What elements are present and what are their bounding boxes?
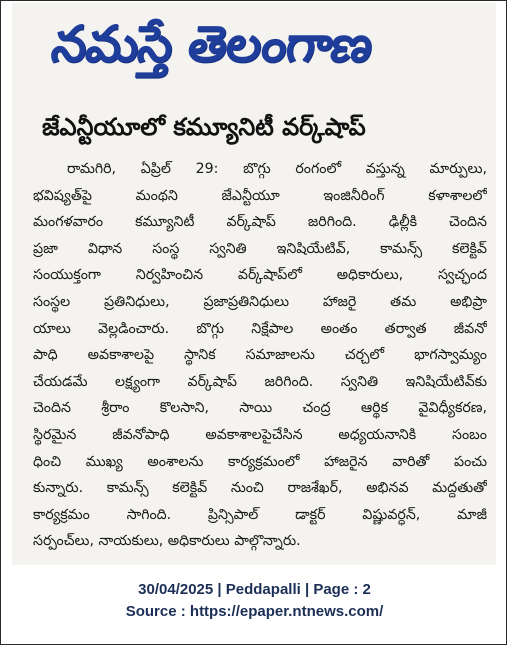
article-line: చేయడమే లక్ష్యంగా వర్క్‌షాప్ జరిగింది. స్వనితి ఇనిషియేటివ్‌కు: [33, 373, 487, 390]
article-line: సంస్థల ప్రతినిధులు, ప్రజాప్రతినిధులు హాజరై తమ అభిప్రా: [33, 293, 487, 310]
article-line: కున్నారు. కామన్స్ కలెక్టివ్ నుంచి రాజశేఖర్, అభినవ మద్దతుతో: [33, 480, 487, 497]
article-line: ధించి ముఖ్య అంశాలను కార్యక్రమంలో హాజరైన వారితో పంచు: [33, 453, 487, 470]
article-line: మంగళవారం కమ్యూనిటీ వర్క్‌షాప్ జరిగింది. ఢిల్లీకి చెందిన: [33, 214, 487, 231]
article-headline: జేఎన్టీయూలో కమ్యూనిటీ వర్క్‌షాప్: [42, 113, 366, 141]
article-body: [33, 156, 487, 555]
article-line: చెందిన శ్రీరాం కొలసాని, సాయి చంద్ర ఆర్థిక వైవిధ్యీకరణ,: [33, 400, 487, 417]
clipping-footer: [1, 579, 507, 623]
article-line: ప్రజా విధాన సంస్థ స్వనితి ఇనిషియేటివ్, కామన్స్ కలెక్టివ్: [33, 240, 487, 257]
article-line: భవిష్యత్‌పై మంథని జేఎన్టీయూ ఇంజినీరింగ్ కళాశాలలో: [33, 187, 487, 204]
publication-meta: 30/04/2025 | Peddapalli | Page : 2: [138, 581, 371, 598]
article-line: సర్పంచ్‌లు, నాయకులు, అధికారులు పాల్గొన్నారు.: [33, 533, 301, 550]
article-line: సంయుక్తంగా నిర్వహించిన వర్క్‌షాప్‌లో అధికారులు, స్వచ్ఛంద: [33, 267, 487, 284]
article-line: యాలు వెల్లడించారు. బొగ్గు నిక్షేపాల అంతం తర్వాత జీవనో: [33, 320, 487, 337]
article-line: కార్యక్రమం సాగింది. ప్రిన్సిపాల్ డాక్టర్ విష్ణువర్ధన్, మాజీ: [33, 506, 487, 523]
article-line: పాధి అవకాశాలపై స్థానిక సమాజాలను చర్చలో భాగస్వామ్యం: [33, 347, 487, 364]
article-line: స్థిరమైన జీవనోపాధి అవకాశాలపైచేసిన అధ్యయనానికి సంబం: [33, 426, 487, 443]
article-line: రామగిరి, ఏప్రిల్ 29: బొగ్గు రంగంలో వస్తున్న మార్పులు,: [67, 161, 487, 177]
newspaper-clipping: [12, 3, 496, 565]
source-line: Source : https://epaper.ntnews.com/: [125, 603, 384, 620]
newspaper-masthead: నమస్తే తెలంగాణ: [47, 15, 376, 73]
